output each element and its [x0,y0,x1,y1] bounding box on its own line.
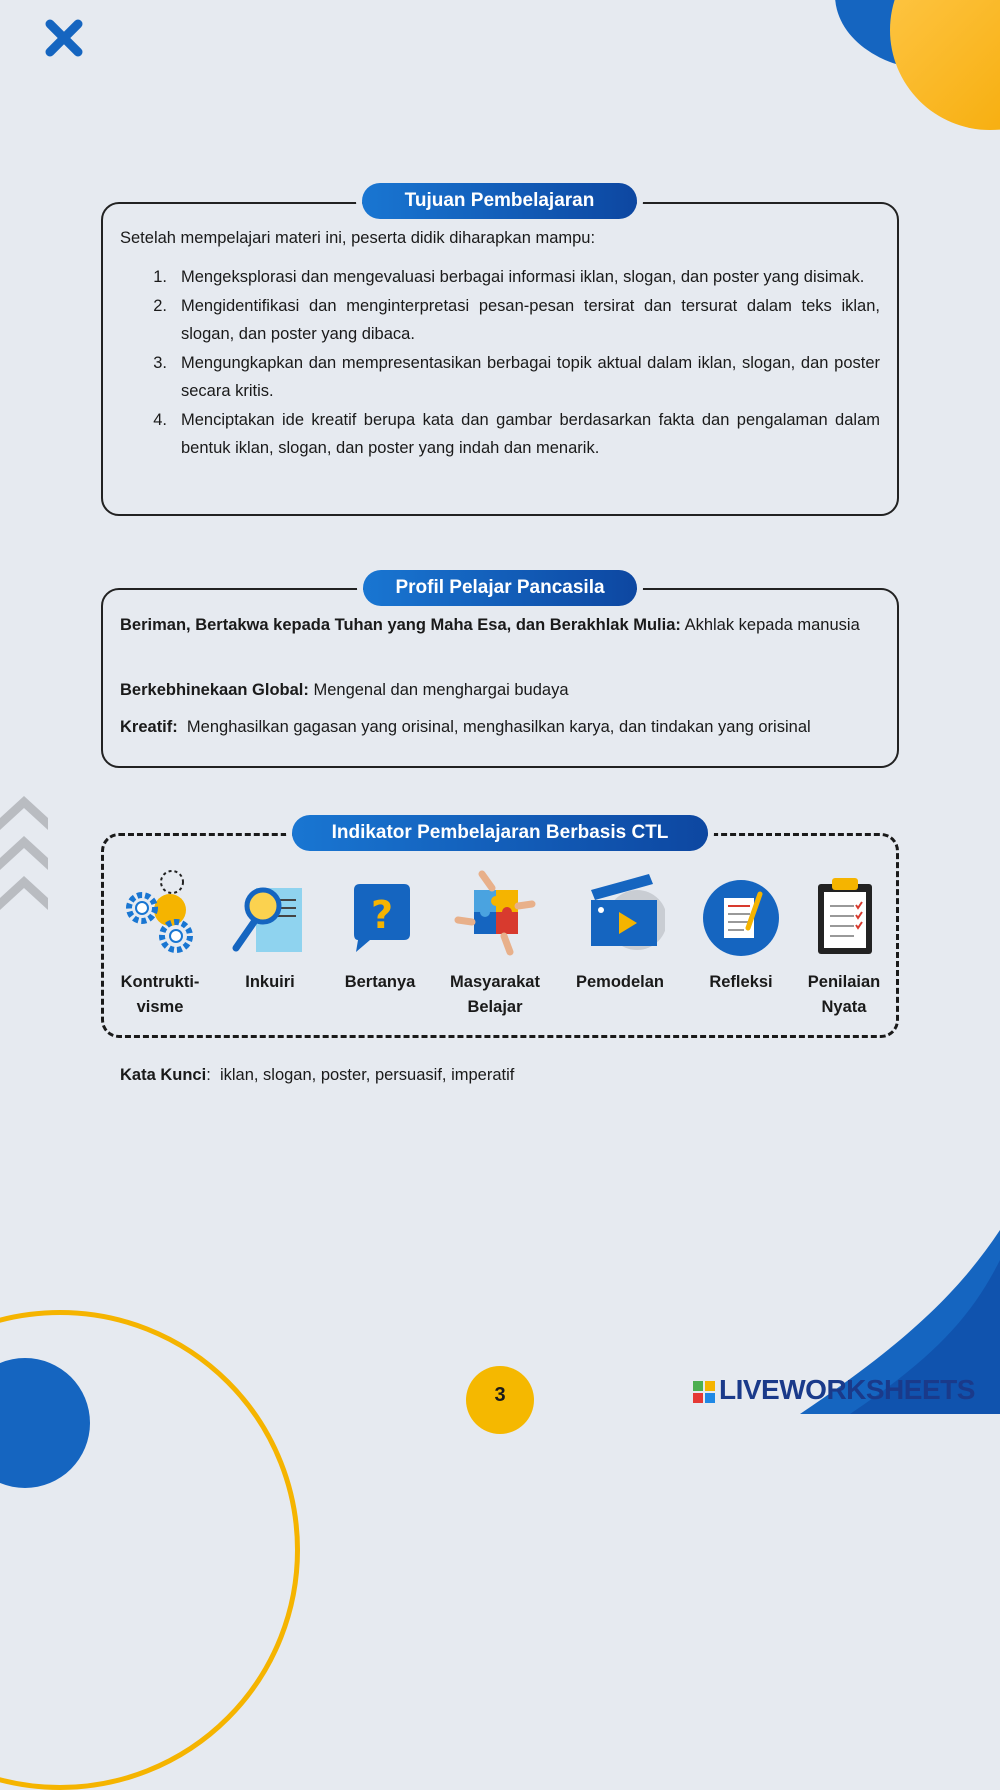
liveworksheets-logo-icon [693,1381,715,1403]
indikator-item-inkuiri: Inkuiri [215,870,325,995]
profil-item-kreatif: Kreatif: Menghasilkan gagasan yang orisinal, menghasilkan karya, dan tindakan yang orisinal [120,718,811,736]
svg-text:?: ? [370,893,394,937]
puzzle-hands-icon [452,870,538,956]
magnifier-icon [230,870,310,956]
profil-title: Profil Pelajar Pancasila [363,570,637,606]
chevron-up-decoration-icon [0,790,50,915]
writing-icon [698,870,784,956]
list-item: 1. Mengeksplorasi dan mengevaluasi berbagai informasi iklan, slogan, dan poster yang disimak. [153,268,865,286]
indikator-title: Indikator Pembelajaran Berbasis CTL [292,815,708,851]
gears-icon [120,870,200,956]
tujuan-title: Tujuan Pembelajaran [362,183,637,219]
indikator-item-bertanya: ? Bertanya [325,870,435,995]
list-item: 3. Mengungkapkan dan mempresentasikan berbagai topik aktual dalam iklan, slogan, dan poster secara kritis. [153,354,880,400]
indikator-item-penilaian-nyata: Penilaian Nyata [789,870,899,1020]
list-item: 4. Menciptakan ide kreatif berupa kata dan gambar berdasarkan fakta dan pengalaman dalam bentuk iklan, slogan, dan poster yang indah dan menarik. [153,411,880,457]
profil-item-beriman: Beriman, Bertakwa kepada Tuhan yang Maha Esa, dan Berakhlak Mulia: Akhlak kepada manusia [120,616,860,634]
keywords: Kata Kunci: iklan, slogan, poster, persuasif, imperatif [120,1066,515,1084]
indikator-item-pemodelan: Pemodelan [565,870,675,995]
corner-decoration-yellow [890,0,1000,130]
close-icon[interactable] [44,18,84,58]
list-item: 2. Mengidentifikasi dan menginterpretasi pesan-pesan tersirat dan tersurat dalam teks iklan, slogan, dan poster yang dibaca. [153,297,880,343]
tujuan-list [120,263,880,463]
profil-item-kebhinekaan: Berkebhinekaan Global: Mengenal dan menghargai budaya [120,681,569,699]
indikator-item-konstruktivisme: Kontrukti- visme [105,870,215,1020]
clipboard-icon [804,870,884,956]
brand-logo: LIVEWORKSHEETS [693,1374,975,1406]
clapper-play-icon [575,870,665,956]
question-bubble-icon [340,870,420,956]
tujuan-intro: Setelah mempelajari materi ini, peserta didik diharapkan mampu: [120,229,596,247]
indikator-item-refleksi: Refleksi [686,870,796,995]
page-number: 3 [466,1366,534,1434]
indikator-item-masyarakat-belajar: Masyarakat Belajar [440,870,550,1020]
